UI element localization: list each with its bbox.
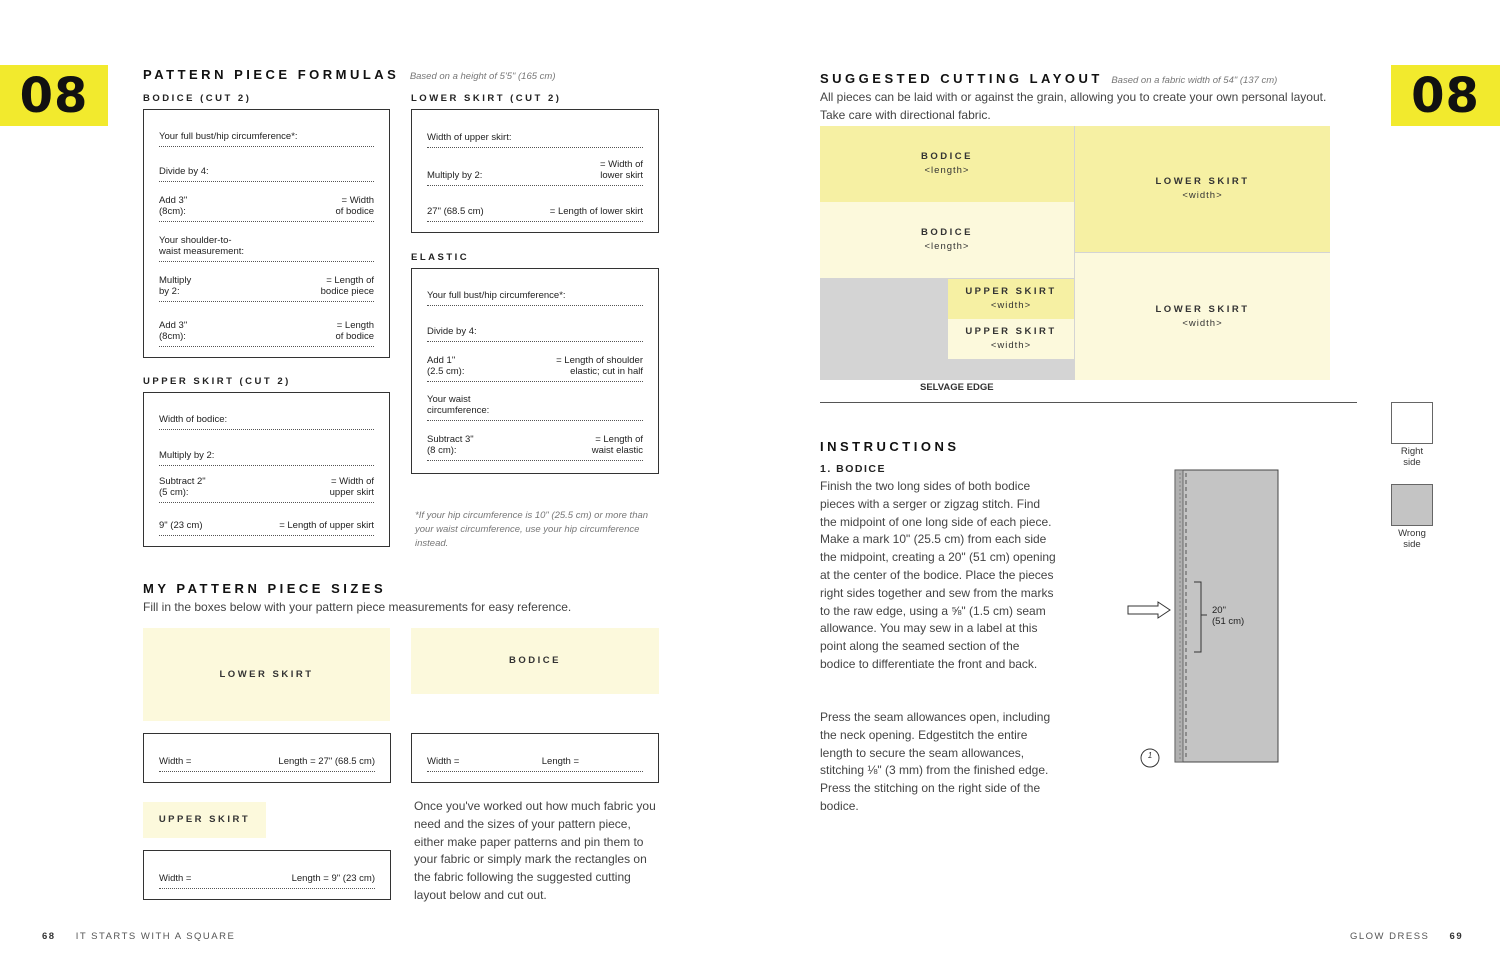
page-number-left: 68 — [42, 931, 56, 942]
instructions-title: INSTRUCTIONS — [820, 439, 960, 454]
bodice-diagram — [1120, 465, 1290, 775]
upper-skirt-formula-box — [143, 392, 390, 547]
cut-upper-skirt-2: UPPER SKIRT <width> — [948, 319, 1074, 359]
formula-row[interactable]: Divide by 4: — [159, 160, 374, 182]
upper-skirt-size-label: UPPER SKIRT — [158, 814, 251, 825]
lower-skirt-formula-title: LOWER SKIRT (CUT 2) — [411, 93, 562, 104]
page-number-right: 69 — [1449, 931, 1464, 942]
right-side-label: Right side — [1400, 446, 1424, 468]
cutting-title: SUGGESTED CUTTING LAYOUT — [820, 71, 1103, 86]
lower-skirt-size-label: LOWER SKIRT — [219, 668, 314, 680]
cutting-layout — [820, 126, 1330, 380]
selvage-label: SELVAGE EDGE — [920, 382, 994, 393]
formula-row[interactable]: Multiply by 2: = Length of bodice piece — [159, 274, 374, 302]
formula-row[interactable]: Add 1" (2.5 cm): = Length of shoulder elastic; cut in half — [427, 354, 643, 382]
step-number: 1 — [1147, 751, 1153, 760]
formula-row[interactable]: Add 3" (8cm): = Length of bodice — [159, 316, 374, 347]
formula-row[interactable]: 9" (23 cm) = Length of upper skirt — [159, 515, 374, 536]
cut-bodice-2: BODICE <length> — [820, 202, 1074, 278]
lower-skirt-size-box — [143, 733, 391, 783]
right-side-swatch — [1391, 402, 1433, 444]
size-row[interactable]: Width = Length = 9" (23 cm) — [159, 866, 375, 889]
book-title: IT STARTS WITH A SQUARE — [75, 931, 236, 942]
upper-skirt-formula-title: UPPER SKIRT (CUT 2) — [143, 376, 291, 387]
sizes-closing-text: Once you've worked out how much fabric you need and the sizes of your pattern piece, either make paper patterns and pin them to your fabric or simply mark the rectangles on the fabric following the suggested cutting layout below and cut out. — [414, 799, 656, 902]
elastic-formula-box — [411, 268, 659, 474]
formula-row[interactable]: Your shoulder-to- waist measurement: — [159, 234, 374, 262]
upper-skirt-size-box — [143, 850, 391, 900]
cut-bodice-1: BODICE <length> — [820, 126, 1074, 202]
cut-lower-skirt-1: LOWER SKIRT <width> — [1075, 126, 1330, 252]
opening-measure-label: 20" (51 cm) — [1212, 605, 1245, 627]
formula-row[interactable]: Multiply by 2: = Width of lower skirt — [427, 158, 643, 186]
cut-lower-skirt-2: LOWER SKIRT <width> — [1075, 253, 1330, 380]
bodice-formula-box — [143, 109, 390, 358]
footnote: *If your hip circumference is 10" (25.5 cm) or more than your waist circumference, use your hip circumference instead. — [415, 510, 649, 549]
wrong-side-label: Wrong side — [1398, 528, 1426, 550]
formula-row[interactable]: Subtract 3" (8 cm): = Length of waist elastic — [427, 433, 643, 461]
formula-row[interactable]: Your full bust/hip circumference*: — [427, 285, 643, 306]
formulas-heading — [143, 66, 555, 84]
formulas-note: Based on a height of 5'5" (165 cm) — [409, 71, 556, 82]
arrow-icon — [1128, 602, 1170, 618]
formula-row[interactable]: Width of upper skirt: — [427, 127, 643, 148]
bodice-size-box — [411, 733, 659, 783]
footer-left — [42, 931, 235, 942]
chapter-badge-left: 08 — [0, 65, 108, 126]
bodice-size-label: BODICE — [509, 655, 561, 666]
chapter-name: GLOW DRESS — [1350, 931, 1430, 942]
formula-row[interactable]: 27" (68.5 cm) = Length of lower skirt — [427, 201, 643, 222]
sizes-intro: Fill in the boxes below with your pattern piece measurements for easy reference. — [143, 600, 572, 614]
formula-row[interactable]: Your waist circumference: — [427, 393, 643, 421]
lower-skirt-size-block — [143, 628, 390, 721]
footer-right — [1350, 931, 1463, 942]
formula-row[interactable]: Subtract 2" (5 cm): = Width of upper skirt — [159, 475, 374, 503]
formulas-title: PATTERN PIECE FORMULAS — [143, 67, 400, 82]
serged-edge — [1175, 470, 1183, 762]
formula-row[interactable]: Multiply by 2: — [159, 445, 374, 466]
formula-row[interactable]: Your full bust/hip circumference*: — [159, 128, 374, 147]
step-title: 1. BODICE — [820, 463, 887, 475]
cutting-note: Based on a fabric width of 54" (137 cm) — [1111, 75, 1278, 86]
formula-row[interactable]: Add 3" (8cm): = Width of bodice — [159, 194, 374, 222]
cut-upper-skirt-1: UPPER SKIRT <width> — [948, 279, 1074, 319]
lower-skirt-formula-box — [411, 109, 659, 233]
step-para-2: Press the seam allowances open, including the neck opening. Edgestitch the entire length to secure the seam allowances, stitching ⅛" (3 mm) from the finished edge. Press the stitching on the right side of the bodice. — [820, 710, 1051, 813]
size-row[interactable]: Width = Length = 27" (68.5 cm) — [159, 749, 375, 772]
chapter-badge-right: 08 — [1391, 65, 1500, 126]
formula-row[interactable]: Divide by 4: — [427, 321, 643, 342]
bodice-size-block — [411, 628, 659, 694]
wrong-side-swatch — [1391, 484, 1433, 526]
sizes-title: MY PATTERN PIECE SIZES — [143, 581, 387, 596]
upper-skirt-size-block — [143, 802, 266, 838]
step-para-1: Finish the two long sides of both bodice pieces with a serger or zigzag stitch. Find the midpoint of one long side of each piece. Make a mark 10" (25.5 cm) from each side the midpoint, creating a 20" (51 cm) opening at the center of the bodice. Place the pieces right sides together and sew from the marks to the raw edge, using a ⅝" (1.5 cm) seam allowance. You may sew in a label at this point along the seamed section of the bodice to differentiate the front and back. — [820, 479, 1056, 671]
bodice-formula-title: BODICE (CUT 2) — [143, 93, 252, 104]
elastic-formula-title: ELASTIC — [411, 252, 470, 263]
formula-row[interactable]: Width of bodice: — [159, 409, 374, 430]
cutting-heading — [820, 70, 1277, 88]
size-row[interactable]: Width = Length = — [427, 749, 643, 772]
cutting-intro: All pieces can be laid with or against the grain, allowing you to create your own personal layout. Take care with directional fabric. — [820, 90, 1327, 122]
section-divider — [820, 402, 1357, 403]
